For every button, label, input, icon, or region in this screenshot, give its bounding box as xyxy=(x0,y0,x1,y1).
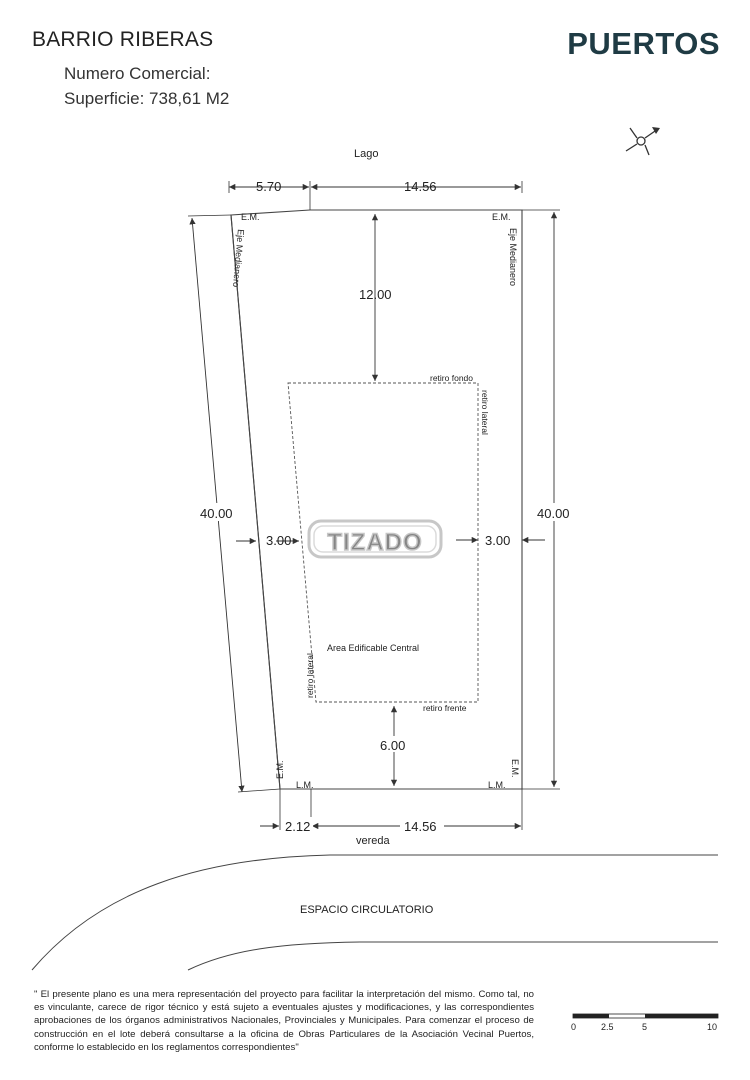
scale-tick-0: 0 xyxy=(571,1022,577,1032)
scale-bar xyxy=(571,1014,718,1032)
dim-ext-left-top xyxy=(188,215,231,216)
dim-left-setback: 3.00 xyxy=(266,533,292,548)
north-arrow-icon xyxy=(626,127,660,155)
street-label: ESPACIO CIRCULATORIO xyxy=(300,904,434,916)
dim-ext-left-bottom xyxy=(238,789,280,792)
retiro-lateral-right-label: retiro lateral xyxy=(480,390,490,435)
watermark-text: TIZADO xyxy=(327,529,423,556)
dim-rear-setback: 12.00 xyxy=(359,287,392,302)
eje-medianero-left: Eje Medianero xyxy=(230,228,246,288)
dim-bottom-width: 14.56 xyxy=(404,819,437,834)
superficie-label: Superficie: 738,61 M2 xyxy=(64,89,230,108)
scale-tick-2-5: 2.5 xyxy=(601,1022,614,1032)
disclaimer-text: " El presente plano es una mera representación del proyecto para facilitar la interpretación del mismo. Como tal, no es vinculante, carece de rigor técnico y está sujeto a eventuales ajustes y modificaciones, y las correspondientes aprobaciones de los órganos administrativos Nacionales, Provinciales y Municipales. Para comenzar el proceso de construcción en el lote deberá consultarse a la oficina de Obras Particulares de la Asociación Vecinal Puertos, conforme lo establecido en los reglamentos correspondientes" xyxy=(34,989,534,1053)
side-boundary-left xyxy=(231,215,280,789)
lake-label: Lago xyxy=(354,148,379,160)
scale-tick-10: 10 xyxy=(707,1022,718,1032)
watermark-logo xyxy=(309,521,441,557)
project-title: BARRIO RIBERAS xyxy=(32,28,214,51)
em-bottom-left: E.M. xyxy=(275,760,285,779)
dim-top-width: 14.56 xyxy=(404,179,437,194)
retiro-lateral-left-label: retiro lateral xyxy=(305,653,315,698)
retiro-frente-label: retiro frente xyxy=(423,703,467,713)
brand-logo: PUERTOS xyxy=(567,26,720,61)
dim-front-setback: 6.00 xyxy=(380,738,406,753)
numero-comercial-label: Numero Comercial: xyxy=(64,64,211,83)
dim-right-side: 40.00 xyxy=(537,506,570,521)
retiro-fondo-label: retiro fondo xyxy=(430,373,473,383)
lm-bottom-right: L.M. xyxy=(488,780,506,790)
dim-top-offset: 5.70 xyxy=(256,179,282,194)
em-bottom-right: E.M. xyxy=(510,759,520,778)
lm-bottom-left: L.M. xyxy=(296,780,314,790)
dim-bottom-offset: 2.12 xyxy=(285,819,311,834)
dim-left-side: 40.00 xyxy=(200,506,233,521)
em-top-left: E.M. xyxy=(241,212,260,222)
scale-tick-5: 5 xyxy=(642,1022,648,1032)
eje-medianero-right: Eje Medianero xyxy=(508,228,518,287)
dim-right-setback: 3.00 xyxy=(485,533,511,548)
area-edificable-label: Area Edificable Central xyxy=(327,643,420,653)
street-curve-inner xyxy=(188,942,718,970)
vereda-label: vereda xyxy=(356,835,390,847)
em-top-right: E.M. xyxy=(492,212,511,222)
